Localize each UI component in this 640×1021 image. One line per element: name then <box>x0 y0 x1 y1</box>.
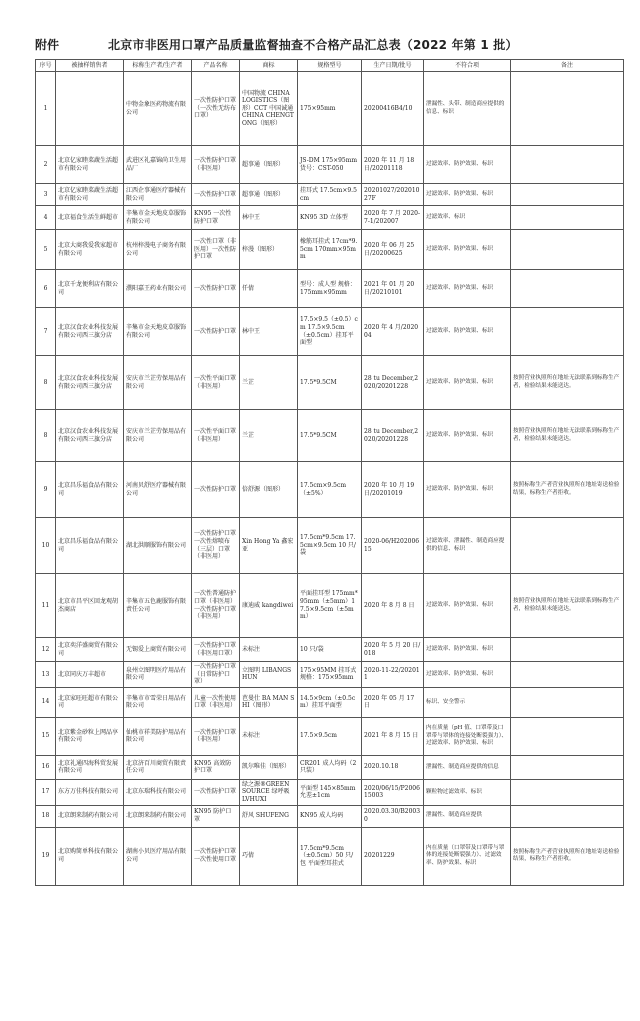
cell-no: 8 <box>36 410 56 462</box>
cell-issue: 过滤效率、泄漏性、制造商应提供的信息、标识 <box>424 518 511 574</box>
cell-brand: 林中王 <box>240 308 298 356</box>
col-header-product: 产品名称 <box>192 60 240 72</box>
cell-product: 一次性普通防护口罩（非医用）一次性防护口罩（非医用） <box>192 574 240 638</box>
cell-producer: 河南贝舒医疗器械有限公司 <box>124 462 192 518</box>
cell-remark: 按照营业执照所在地址无法联系到标称生产者，检验结果未能送达。 <box>511 356 624 410</box>
cell-producer: 江西企事通医疗器械有限公司 <box>124 184 192 206</box>
cell-brand: 未标注 <box>240 638 298 662</box>
table-row <box>36 755 624 779</box>
cell-date: 28 tu December,2020/20201228 <box>362 356 424 410</box>
cell-date: 2020-06/H20200615 <box>362 518 424 574</box>
cell-spec: 17.5cm*9.5cm（±0.5cm）50 只/包 平面型耳挂式 <box>298 827 362 885</box>
cell-product: 一次性防护口罩 一次性熔喷布（三层）口罩（非医用） <box>192 518 240 574</box>
cell-date: 2020 年 10 月 19 日/20201019 <box>362 462 424 518</box>
cell-remark <box>511 206 624 230</box>
cell-date: 2020 年 4 月/202004 <box>362 308 424 356</box>
cell-product: 一次性防护口罩 <box>192 270 240 308</box>
cell-no: 13 <box>36 662 56 688</box>
document-title: 北京市非医用口罩产品质量监督抽查不合格产品汇总表（2022 年第 1 批） <box>108 38 518 52</box>
cell-product: 一次性口罩（非医用）一次性防护口罩 <box>192 230 240 270</box>
cell-issue: 过滤效率、防护效果、标识 <box>424 638 511 662</box>
cell-brand: 中国物流 CHINA LOGISTICS（图形）CCT 中国诚通 CHINA CHENGTONG（图形） <box>240 72 298 146</box>
cell-issue: 泄漏性、制造商应提供 <box>424 805 511 827</box>
cell-brand: 梓漫（图形） <box>240 230 298 270</box>
cell-product: 儿童一次性使用口罩（非医用） <box>192 687 240 717</box>
cell-no: 2 <box>36 146 56 184</box>
cell-date: 2020 年 06 月 25 日/20200625 <box>362 230 424 270</box>
cell-remark <box>511 230 624 270</box>
cell-remark <box>511 662 624 688</box>
cell-seller: 北京家旺旺超市有限公司 <box>56 687 124 717</box>
cell-no: 7 <box>36 308 56 356</box>
cell-producer: 泉州立图明医疗用品有限公司 <box>124 662 192 688</box>
table-row <box>36 206 624 230</box>
cell-issue: 过滤效率、防护效果、标识 <box>424 270 511 308</box>
col-header-remark: 备注 <box>511 60 624 72</box>
cell-producer: 辛集市金天地皮草服饰有限公司 <box>124 206 192 230</box>
cell-spec: 平面挂耳型 175mm*95mm（±5mm）17.5×9.5cm（±5mm） <box>298 574 362 638</box>
cell-seller: 北京汉食农业科技发展有限公司西三旗分店 <box>56 356 124 410</box>
table-row <box>36 462 624 518</box>
cell-product: 一次性防护口罩（非医用） <box>192 146 240 184</box>
cell-brand: Xin Hong Ya 鑫宏亚 <box>240 518 298 574</box>
cell-brand: 超事通（图形） <box>240 146 298 184</box>
cell-brand: 康迪威 kangdiwei <box>240 574 298 638</box>
cell-no: 8 <box>36 356 56 410</box>
cell-product: 一次性平面口罩（非医用） <box>192 356 240 410</box>
cell-issue: 过滤效率、防护效果、标识 <box>424 410 511 462</box>
cell-date: 2020 年 11 月 18 日/20201118 <box>362 146 424 184</box>
table-row <box>36 270 624 308</box>
cell-no: 4 <box>36 206 56 230</box>
cell-remark <box>511 270 624 308</box>
cell-product: 一次性平面口罩（非医用） <box>192 410 240 462</box>
cell-date: 2021 年 8 月 15 日 <box>362 717 424 755</box>
table-row <box>36 410 624 462</box>
cell-producer: 杭州梓漫电子商务有限公司 <box>124 230 192 270</box>
cell-seller: 北京昌乐福食品有限公司 <box>56 518 124 574</box>
cell-no: 11 <box>36 574 56 638</box>
table-row <box>36 230 624 270</box>
cell-seller: 北京购简单科技有限公司 <box>56 827 124 885</box>
cell-spec: 17.5*9.5CM <box>298 410 362 462</box>
cell-no: 12 <box>36 638 56 662</box>
cell-spec: 挂耳式 17.5cm×9.5cm <box>298 184 362 206</box>
cell-issue: 过滤效率、防护效果、标识 <box>424 662 511 688</box>
cell-spec: 14.5×9cm（±0.5cm）挂耳平面型 <box>298 687 362 717</box>
cell-brand: 超事通（图形） <box>240 184 298 206</box>
cell-producer: 仙桃市祥美防护用品有限公司 <box>124 717 192 755</box>
col-header-seller: 被抽样销售者 <box>56 60 124 72</box>
cell-producer: 湖南小贝医疗用品有限公司 <box>124 827 192 885</box>
cell-remark <box>511 717 624 755</box>
cell-spec: 10 只/袋 <box>298 638 362 662</box>
cell-issue: 过滤效率、防护效果、标识 <box>424 356 511 410</box>
cell-producer: 濮阳嘉王药业有限公司 <box>124 270 192 308</box>
cell-product: 一次性防护口罩（非医用） <box>192 717 240 755</box>
cell-issue: 泄漏性、制造商应提供的信息 <box>424 755 511 779</box>
cell-producer: 北京朗来制药有限公司 <box>124 805 192 827</box>
cell-date: 2020.03.30/B20030 <box>362 805 424 827</box>
cell-brand: 林中王 <box>240 206 298 230</box>
cell-no: 16 <box>36 755 56 779</box>
cell-producer: 北京东瑞科技有限公司 <box>124 779 192 805</box>
cell-date: 2020 年 7 月 2020-7-1/202007 <box>362 206 424 230</box>
cell-no: 15 <box>36 717 56 755</box>
cell-remark: 按照营业执照所在地址无法联系到标称生产者，检验结果未能送达。 <box>511 410 624 462</box>
cell-brand: 绿之源®GREEN SOURCE 绿呼吸 LVHUXI <box>240 779 298 805</box>
cell-remark: 按照营业执照所在地址无法联系到标称生产者，检验结果未能送达。 <box>511 574 624 638</box>
cell-seller: 北京大商我爱我家超市有限公司 <box>56 230 124 270</box>
cell-producer: 辛集市市雪荣日用品有限公司 <box>124 687 192 717</box>
cell-date: 2020 年 8 月 8 日 <box>362 574 424 638</box>
document-header <box>0 36 640 58</box>
col-header-date: 生产日期/批号 <box>362 60 424 72</box>
cell-date: 2020.10.18 <box>362 755 424 779</box>
cell-no: 9 <box>36 462 56 518</box>
cell-issue: 过滤效率、防护效果、标识 <box>424 184 511 206</box>
cell-spec: 17.5×9.5cm <box>298 717 362 755</box>
cell-product: KN95 高效防护口罩 <box>192 755 240 779</box>
cell-producer: 中物金象医药物流有限公司 <box>124 72 192 146</box>
cell-spec: 17.5cm*9.5cm 17.5cm×9.5cm 10 只/袋 <box>298 518 362 574</box>
cell-brand: 芭曼仕 BA MAN SHI（图形） <box>240 687 298 717</box>
cell-spec: KN95 3D 立体型 <box>298 206 362 230</box>
cell-seller: 北京朗来制药有限公司 <box>56 805 124 827</box>
unqualified-products-table <box>35 59 624 886</box>
cell-date: 28 tu December,2020/20201228 <box>362 410 424 462</box>
cell-no: 1 <box>36 72 56 146</box>
cell-product: 一次性防护口罩（一次性无纺布口罩） <box>192 72 240 146</box>
cell-date: 20201027/20201027F <box>362 184 424 206</box>
table-row <box>36 574 624 638</box>
table-row <box>36 827 624 885</box>
table-row <box>36 518 624 574</box>
cell-issue: 过滤效率、防护效果、标识 <box>424 146 511 184</box>
attachment-label: 附件 <box>35 38 60 52</box>
cell-remark: 按照标称生产者营业执照所在地址寄送检验结果，标称生产者拒收。 <box>511 462 624 518</box>
cell-issue: 内在质量（pH 值、口罩带及口罩带与罩体的连接处断裂强力）、过滤效率、防护效果、标识 <box>424 717 511 755</box>
cell-seller: 北京礼通四海科贸发展有限公司 <box>56 755 124 779</box>
cell-remark <box>511 805 624 827</box>
cell-remark <box>511 146 624 184</box>
cell-producer: 湖北洪顺服饰有限公司 <box>124 518 192 574</box>
cell-seller <box>56 72 124 146</box>
cell-brand: 未标注 <box>240 717 298 755</box>
cell-date: 20201229 <box>362 827 424 885</box>
cell-no: 19 <box>36 827 56 885</box>
cell-brand: 舒风 SHUFENG <box>240 805 298 827</box>
cell-producer: 安庆市兰芷劳保用品有限公司 <box>124 356 192 410</box>
cell-spec: KN95 成人均码 <box>298 805 362 827</box>
cell-producer: 北京济百川商贸有限责任公司 <box>124 755 192 779</box>
cell-product: 一次性防护口罩 <box>192 462 240 518</box>
table-row <box>36 662 624 688</box>
cell-issue: 过滤效率、防护效果、标识 <box>424 230 511 270</box>
cell-issue: 过滤效率、防护效果、标识 <box>424 574 511 638</box>
cell-seller: 北京亿家睦菜蔬生活超市有限公司 <box>56 146 124 184</box>
table-row <box>36 72 624 146</box>
table-row <box>36 146 624 184</box>
cell-no: 3 <box>36 184 56 206</box>
cell-seller: 北京千龙便利店有限公司 <box>56 270 124 308</box>
cell-product: 一次性防护口罩（日常防护口罩） <box>192 662 240 688</box>
cell-remark <box>511 308 624 356</box>
cell-date: 2020-11-22/202011 <box>362 662 424 688</box>
cell-producer: 安庆市兰芷劳保用品有限公司 <box>124 410 192 462</box>
cell-seller: 北京奕洋盛商贸有限公司 <box>56 638 124 662</box>
col-header-no: 序号 <box>36 60 56 72</box>
cell-issue: 标识、安全警示 <box>424 687 511 717</box>
table-row <box>36 308 624 356</box>
cell-product: 一次性防护口罩 一次性使用口罩 <box>192 827 240 885</box>
cell-product: 一次性防护口罩 <box>192 779 240 805</box>
cell-spec: 175×95MM 挂耳式规格：175×95mm <box>298 662 362 688</box>
cell-product: KN95 一次性防护口罩 <box>192 206 240 230</box>
cell-product: 一次性防护口罩（非医用口罩） <box>192 638 240 662</box>
cell-no: 17 <box>36 779 56 805</box>
cell-issue: 过滤效率、标识 <box>424 206 511 230</box>
cell-remark: 按照标称生产者营业执照所在地址寄送检验结果，标称生产者拒收。 <box>511 827 624 885</box>
cell-brand: 兰芷 <box>240 410 298 462</box>
table-row <box>36 638 624 662</box>
cell-spec: 17.5×9.5（±0.5）cm 17.5×9.5cm（±0.5cm）挂耳平面型 <box>298 308 362 356</box>
col-header-spec: 规格型号 <box>298 60 362 72</box>
cell-seller: 北京紫金砂粒上网品享有限公司 <box>56 717 124 755</box>
cell-seller: 北京汉食农业科技发展有限公司西三旗分店 <box>56 308 124 356</box>
cell-remark <box>511 518 624 574</box>
cell-issue: 颗粒物过滤效率、标识 <box>424 779 511 805</box>
cell-producer: 无锡爱上商贸有限公司 <box>124 638 192 662</box>
cell-product: 一次性防护口罩 <box>192 184 240 206</box>
cell-date: 2021 年 01 月 20 日/20210101 <box>362 270 424 308</box>
cell-producer: 武进区礼嘉锦尚卫生用品厂 <box>124 146 192 184</box>
cell-no: 6 <box>36 270 56 308</box>
cell-brand: 倍舒源（图形） <box>240 462 298 518</box>
cell-spec: CR201 成人均码（2 只装） <box>298 755 362 779</box>
cell-issue: 过滤效率、防护效果、标识 <box>424 462 511 518</box>
cell-no: 5 <box>36 230 56 270</box>
cell-spec: 平面型 145×85mm 允差±1cm <box>298 779 362 805</box>
cell-issue: 过滤效率、防护效果、标识 <box>424 308 511 356</box>
cell-brand: 凯尔唯佳（图形） <box>240 755 298 779</box>
table-row <box>36 184 624 206</box>
cell-remark <box>511 184 624 206</box>
cell-issue: 泄漏性、头带、制造商应提供的信息、标识 <box>424 72 511 146</box>
cell-remark <box>511 687 624 717</box>
cell-spec: 17.5*9.5CM <box>298 356 362 410</box>
table-header-row <box>36 60 624 72</box>
cell-spec: 型号：成人型 规格：175mm×95mm <box>298 270 362 308</box>
table-row <box>36 805 624 827</box>
cell-spec: JS-DM 175×95mm 货号：CST-050 <box>298 146 362 184</box>
cell-spec: 175×95mm <box>298 72 362 146</box>
cell-spec: 橡筋耳挂式 17cm*9.5cm 170mm×95mm <box>298 230 362 270</box>
cell-brand: 巧倩 <box>240 827 298 885</box>
col-header-brand: 商标 <box>240 60 298 72</box>
cell-seller: 北京福食生活生鲜超市 <box>56 206 124 230</box>
cell-seller: 北京亿家睦菜蔬生活超市有限公司 <box>56 184 124 206</box>
table-row <box>36 779 624 805</box>
cell-brand: 立图明 LIBANGSHUN <box>240 662 298 688</box>
cell-producer: 辛集市五色鹿服饰有限责任公司 <box>124 574 192 638</box>
cell-date: 20200416B4/10 <box>362 72 424 146</box>
cell-seller: 东方万佳科技有限公司 <box>56 779 124 805</box>
cell-no: 14 <box>36 687 56 717</box>
cell-seller: 北京昌乐福食品有限公司 <box>56 462 124 518</box>
cell-remark <box>511 755 624 779</box>
cell-seller: 北京汉食农业科技发展有限公司西三旗分店 <box>56 410 124 462</box>
table-row <box>36 356 624 410</box>
cell-spec: 17.5cm×9.5cm（±5%） <box>298 462 362 518</box>
cell-product: 一次性防护口罩 <box>192 308 240 356</box>
cell-brand: 仟倩 <box>240 270 298 308</box>
cell-no: 18 <box>36 805 56 827</box>
col-header-producer: 标称生产者/生产者 <box>124 60 192 72</box>
cell-remark <box>511 638 624 662</box>
cell-date: 2020 年 5 月 20 日/018 <box>362 638 424 662</box>
cell-brand: 兰芷 <box>240 356 298 410</box>
cell-no: 10 <box>36 518 56 574</box>
cell-producer: 辛集市金天地皮草服饰有限公司 <box>124 308 192 356</box>
cell-remark <box>511 72 624 146</box>
cell-product: KN95 防护口罩 <box>192 805 240 827</box>
table-row <box>36 717 624 755</box>
table-row <box>36 687 624 717</box>
cell-remark <box>511 779 624 805</box>
cell-date: 2020 年 05 月 17 日 <box>362 687 424 717</box>
cell-seller: 北京市昌平区回龙观胡杰商店 <box>56 574 124 638</box>
cell-issue: 内在质量（口罩带及口罩带与罩体的连接处断裂强力）、过滤效率、防护效果、标识 <box>424 827 511 885</box>
cell-date: 2020/06/15/P200615003 <box>362 779 424 805</box>
col-header-issue: 不符合项 <box>424 60 511 72</box>
cell-seller: 北京同庆万丰超市 <box>56 662 124 688</box>
